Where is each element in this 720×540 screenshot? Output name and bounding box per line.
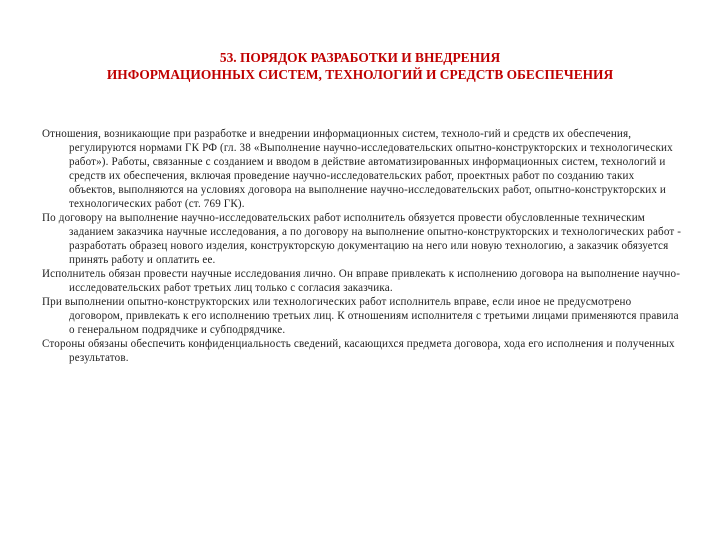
paragraph-3: Исполнитель обязан провести научные исследования лично. Он вправе привлекать к исполнению договора на выполнение научно-исследовательских работ третьих лиц только с согласия заказчика.: [42, 268, 681, 294]
title-line-1: 53. ПОРЯДОК РАЗРАБОТКИ И ВНЕДРЕНИЯ: [219, 50, 501, 65]
paragraph-2: По договору на выполнение научно-исследовательских работ исполнитель обязуется провести обусловленные техническим заданием заказчика научные исследования, а по договору на выполнение опытно-конструкторских и технологических работ - разработать образец нового изделия, конструкторскую документацию на него или новую технологию, а заказчик обязуется принять работу и оплатить ее.: [42, 212, 682, 266]
slide-body: [42, 127, 682, 365]
slide-title: [40, 49, 680, 83]
paragraph-5: Стороны обязаны обеспечить конфиденциальность сведений, касающихся предмета договора, хода его исполнения и полученных результатов.: [42, 338, 675, 364]
paragraph-1: Отношения, возникающие при разработке и внедрении информационных систем, техноло-гий и средств их обеспечения, регулируются нормами ГК РФ (гл. 38 «Выполнение научно-исследовательских опытно-конструкторских и технологических работ»). Работы, связанные с созданием и вводом в действие автоматизированных информационных систем, технологий и средств их обеспечения, включая проведение научно-исследовательских работ, проектных работ по созданию таких объектов, выполняются на условиях договора на выполнение научно-исследовательских работ, опытно-конструкторских и технологических работ (ст. 769 ГК).: [42, 128, 673, 210]
title-line-2: ИНФОРМАЦИОННЫХ СИСТЕМ, ТЕХНОЛОГИЙ И СРЕДСТВ ОБЕСПЕЧЕНИЯ: [106, 67, 614, 82]
paragraph-4: При выполнении опытно-конструкторских или технологических работ исполнитель вправе, если иное не предусмотрено договором, привлекать к его исполнению третьих лиц. К отношениям исполнителя с третьими лицами применяются правила о генеральном подрядчике и субподрядчике.: [42, 296, 679, 336]
